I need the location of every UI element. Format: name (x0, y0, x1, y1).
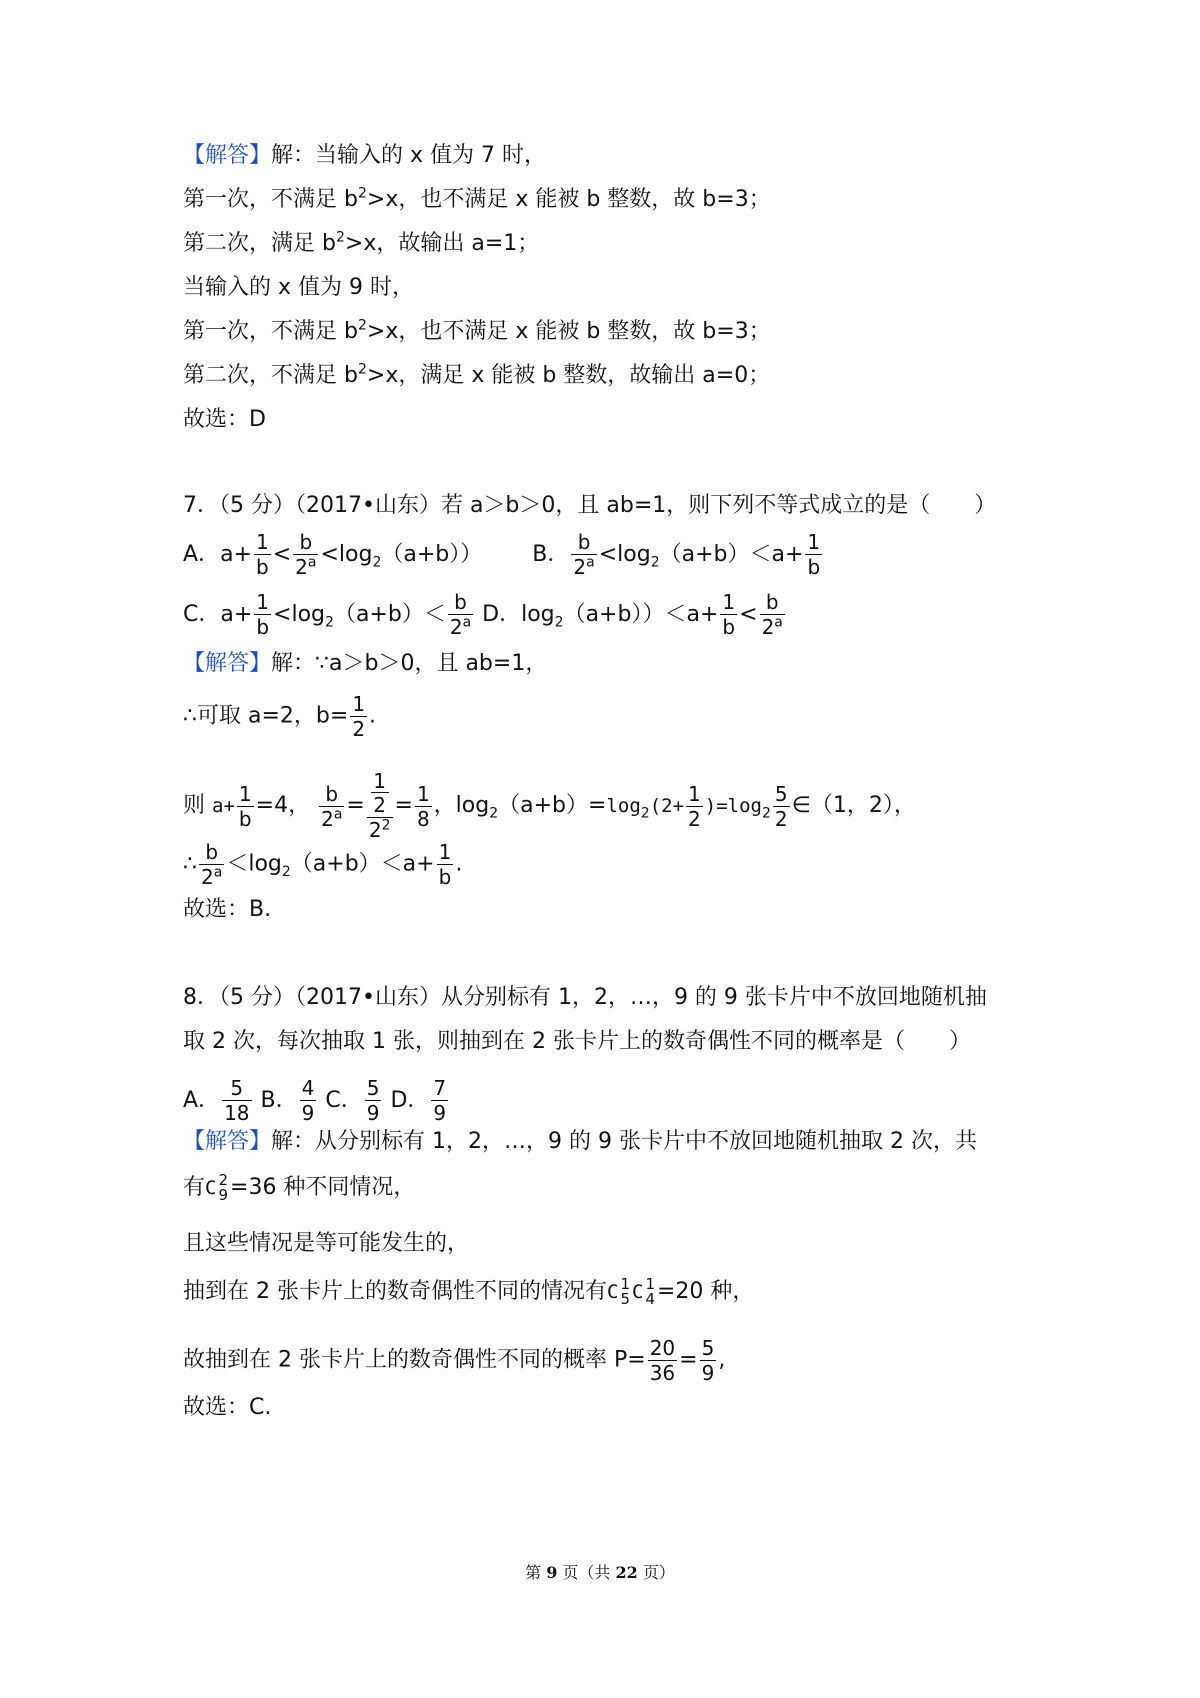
q6-solution-line-3: 第二次，满足 $b^2>x$，故输出 a=1； (183, 229, 540, 256)
answer-tag: 【解答】 (183, 651, 272, 676)
fraction: $\frac{b}{2^a}$ (573, 530, 595, 579)
q6-solution-line-5: 第一次，不满足 $b^2>x$，也不满足 x 能被 b 整数，故 b=3； (183, 317, 771, 344)
q8-solution-line-2: 有C 2 9 =36 种不同情况， (183, 1171, 416, 1204)
q7-option-b: B． $\frac{b}{2^a}$ $<\log_2(a+b)<a+$ $\frac{1}{b}$ (532, 530, 821, 579)
q8-stem-line-1: 8．（5 分）（2017•山东）从分别标有 1，2，…，9 的 9 张卡片中不放回地随机抽 (183, 985, 987, 1010)
q6-solution-line-4: 当输入的 x 值为 9 时， (183, 275, 414, 300)
fraction: $\frac{20}{36}$ (649, 1336, 676, 1385)
answer-tag: 【解答】 (183, 1129, 272, 1154)
q7-solution-line-3: 则 a+ $\frac{1}{b}$ =4， $\frac{b}{2^a}$ = 1 2 $2^2$ = $\frac{1}{8}$ ，$\log_2(a+b)=\log_2(2+$ $\frac{1}{2}$ )$=\log_2$ $\frac{5}{2}$ ∈（1，2）， (183, 769, 916, 842)
nested-fraction: 1 2 $2^2$ (368, 769, 391, 842)
fraction: $\frac{5}{2}$ (774, 781, 788, 831)
fraction: $\frac{1}{b}$ (256, 590, 270, 639)
fraction: $\frac{5}{18}$ (224, 1076, 250, 1125)
page-number: 9 (546, 1563, 558, 1582)
q8-solution-line-4: 抽到在 2 张卡片上的数奇偶性不同的情况有C 1 5 C 1 4 =20 种， (183, 1275, 755, 1308)
q7-solution-line-1: 【解答】解：∵a＞b＞0，且 ab=1， (183, 651, 548, 676)
q7-answer-choice: 故选：B. (183, 897, 272, 922)
q6-solution-line-2: 第一次，不满足 $b^2>x$，也不满足 x 能被 b 整数，故 b=3； (183, 185, 771, 212)
q7-option-d: D．$\log_2(a+b))<a+$ $\frac{1}{b}$ < $\frac{b}{2^a}$ (482, 590, 783, 639)
q7-option-c: C．a+ $\frac{1}{b}$ $<\log_2(a+b)<$ $\frac{b}{2^a}$ (183, 590, 472, 639)
q7-options-cd (183, 590, 787, 639)
q8-option-d: D． $\frac{7}{9}$ (390, 1076, 447, 1125)
q6-solution-line-6: 第二次，不满足 $b^2>x$，满足 x 能被 b 整数，故输出 a=0； (183, 361, 771, 388)
q8-stem-line-2: 取 2 次，每次抽取 1 张，则抽到在 2 张卡片上的数奇偶性不同的概率是（ ） (183, 1029, 971, 1054)
answer-tag: 【解答】 (183, 143, 272, 168)
q8-solution-line-3: 且这些情况是等可能发生的， (183, 1231, 470, 1256)
fraction: $\frac{b}{2^a}$ (201, 840, 223, 889)
q8-solution-line-1: 【解答】解：从分别标有 1，2，…，9 的 9 张卡片中不放回地随机抽取 2 次，共 (183, 1129, 977, 1154)
fraction: $\frac{b}{2^a}$ (321, 781, 343, 831)
fraction: $\frac{1}{b}$ (238, 781, 252, 831)
q7-solution-line-4: ∴ $\frac{b}{2^a}$ $<\log_2(a+b)<a+$ $\frac{1}{b}$ . (183, 840, 463, 889)
q6-solution-line-1: 【解答】解：当输入的 x 值为 7 时， (183, 143, 547, 168)
fraction: 1 2 (371, 770, 389, 817)
fraction: $\frac{1}{b}$ (255, 530, 269, 579)
q7-solution-line-2: ∴可取 a=2，b= $\frac{1}{2}$ . (183, 692, 377, 741)
fraction: $\frac{1}{2}$ (352, 692, 366, 741)
q7-stem: 7．（5 分）（2017•山东）若 a＞b＞0，且 ab=1，则下列不等式成立的是（ ） (183, 493, 997, 518)
fraction: $\frac{b}{2^a}$ (449, 590, 472, 639)
fraction: $\frac{4}{9}$ (301, 1076, 315, 1125)
fraction: $\frac{5}{9}$ (701, 1336, 715, 1385)
fraction: $\frac{5}{9}$ (366, 1076, 380, 1125)
q8-option-b: B． $\frac{4}{9}$ (260, 1076, 315, 1125)
fraction: $\frac{b}{2^a}$ (761, 590, 783, 639)
fraction: $\frac{b}{2^a}$ (295, 530, 317, 579)
fraction: $\frac{1}{b}$ (807, 530, 821, 579)
fraction: $\frac{1}{b}$ (438, 840, 452, 889)
q7-option-a: A．a+ $\frac{1}{b}$ < $\frac{b}{2^a}$ $<\log_2(a+b)$） (183, 530, 483, 579)
fraction: $\frac{7}{9}$ (433, 1076, 447, 1125)
fraction: $\frac{1}{b}$ (722, 590, 736, 639)
q8-solution-line-5: 故抽到在 2 张卡片上的数奇偶性不同的概率 P= $\frac{20}{36}$ = $\frac{5}{9}$ , (183, 1336, 726, 1385)
q8-option-a: A． $\frac{5}{18}$ (183, 1076, 250, 1125)
fraction: $\frac{1}{8}$ (416, 781, 430, 831)
q8-options (183, 1076, 450, 1125)
fraction: $\frac{1}{2}$ (688, 781, 701, 831)
page-footer: 第 9 页（共 22 页） (525, 1563, 675, 1582)
q8-answer-choice: 故选：C. (183, 1395, 272, 1420)
page-total: 22 (615, 1563, 638, 1582)
q7-options-ab (183, 530, 824, 579)
q8-option-c: C． $\frac{5}{9}$ (325, 1076, 380, 1125)
q6-answer-choice: 故选：D (183, 407, 266, 432)
